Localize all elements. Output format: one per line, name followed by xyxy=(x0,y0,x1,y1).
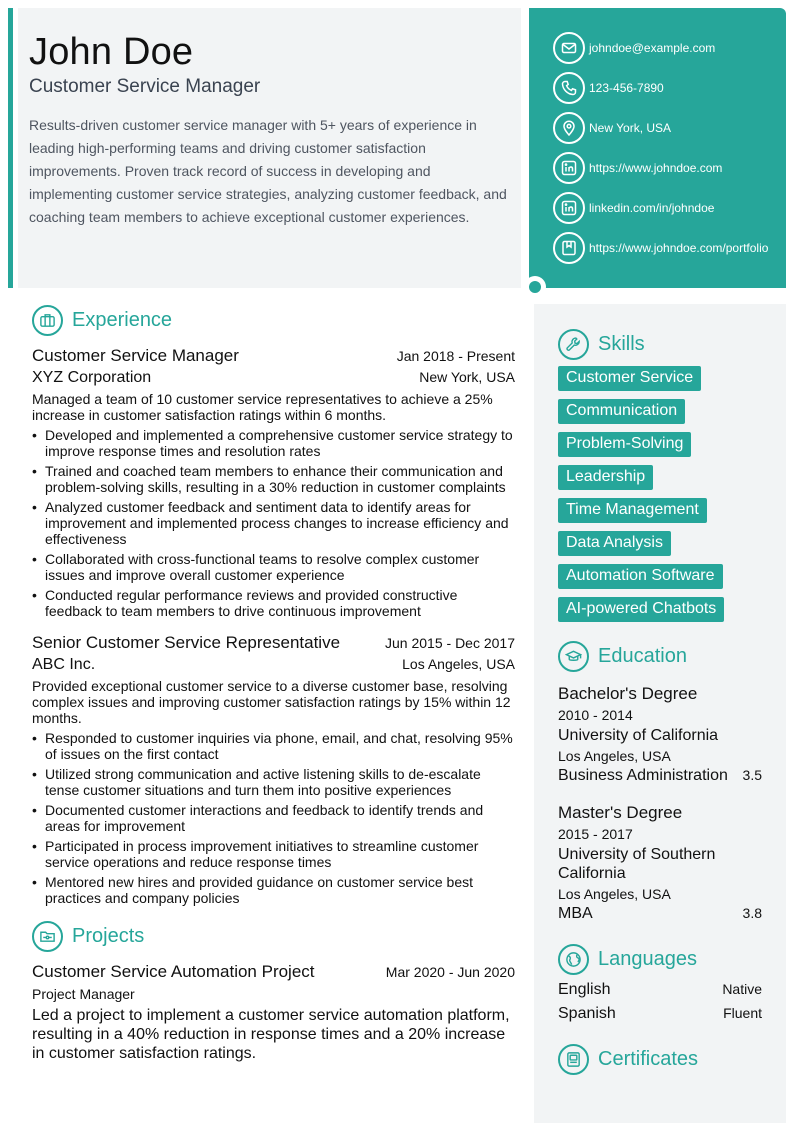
edu-years: 2015 - 2017 xyxy=(558,826,633,842)
language-list xyxy=(558,981,762,1023)
skill-tag: Customer Service xyxy=(558,366,701,391)
edu-school: University of California xyxy=(558,727,719,744)
edu-gpa: 3.8 xyxy=(742,905,762,921)
skill-tag: Problem-Solving xyxy=(558,432,691,457)
bullet-item: • Mentored new hires and provided guidance on customer service best practices and company policies xyxy=(32,874,515,906)
bullet-item: • Collaborated with cross-functional teams to resolve complex customer issues and improve overall customer experience xyxy=(32,551,515,583)
edu-degree: Bachelor's Degree xyxy=(558,684,698,703)
summary: Results-driven customer service manager with 5+ years of experience in leading high-performing teams and driving customer satisfaction improvements. Proven track record of success in developing and implementing customer service strategies, analyzing customer feedback, and coaching team members to achieve exceptional customer experiences. xyxy=(29,117,507,225)
education-heading xyxy=(558,640,762,672)
bullet-item: • Developed and implemented a comprehensive customer service strategy to improve response times and resolution rates xyxy=(32,427,515,459)
projects-title: Projects xyxy=(72,924,145,947)
skill-tag: Leadership xyxy=(558,465,653,490)
contact-linkedin-text: linkedin.com/in/johndoe xyxy=(589,201,715,215)
edu-location: Los Angeles, USA xyxy=(558,748,671,764)
job-entry xyxy=(32,633,515,906)
bullet-item: • Trained and coached team members to enhance their communication and problem-solving skills, resulting in a 30% reduction in customer complaints xyxy=(32,463,515,495)
language-item xyxy=(558,1005,762,1023)
languages-title: Languages xyxy=(598,947,697,970)
job-bullets xyxy=(32,730,515,906)
contact-phone[interactable] xyxy=(553,72,786,104)
skills-title: Skills xyxy=(598,332,645,355)
project-dates: Mar 2020 - Jun 2020 xyxy=(385,964,515,980)
job-bullets xyxy=(32,427,515,619)
bullet-item: • Analyzed customer feedback and sentiment data to identify areas for improvement and implemented process changes to increase efficiency and effectiveness xyxy=(32,499,515,547)
bullet-item: • Conducted regular performance reviews and provided constructive feedback to team members to drive continuous improvement xyxy=(32,587,515,619)
experience-heading xyxy=(32,304,515,336)
project-role: Project Manager xyxy=(32,986,135,1002)
email-icon xyxy=(553,32,585,64)
linkedin-icon xyxy=(553,152,585,184)
edu-gpa: 3.5 xyxy=(742,767,762,783)
contact-portfolio-text: https://www.johndoe.com/portfolio xyxy=(589,241,769,255)
skill-tag: Communication xyxy=(558,399,685,424)
bullet-item: • Responded to customer inquiries via phone, email, and chat, resolving 95% of issues on the first contact xyxy=(32,730,515,762)
language-name: Spanish xyxy=(558,1005,616,1022)
full-name: John Doe xyxy=(29,31,194,73)
timeline-dot xyxy=(529,281,541,293)
edu-school: University of Southern California xyxy=(558,846,716,882)
job-company: ABC Inc. xyxy=(32,656,96,673)
contact-phone-text: 123-456-7890 xyxy=(589,81,664,95)
sidebar xyxy=(534,304,786,1123)
bullet-item: • Documented customer interactions and feedback to identify trends and areas for improvement xyxy=(32,802,515,834)
job-location: New York, USA xyxy=(419,369,515,385)
projects-heading xyxy=(32,920,515,952)
contact-email[interactable] xyxy=(553,32,786,64)
main-column xyxy=(32,304,515,1063)
language-level: Native xyxy=(722,981,762,997)
job-company: XYZ Corporation xyxy=(32,369,152,386)
bullet-item: • Participated in process improvement initiatives to streamline customer service operations and reduce response times xyxy=(32,838,515,870)
project-description: Led a project to implement a customer service automation platform, resulting in a 40% reduction in response times and a 20% increase in customer satisfaction ratings. xyxy=(32,1007,510,1062)
contact-website-text: https://www.johndoe.com xyxy=(589,161,723,175)
skill-tags xyxy=(558,366,762,622)
edu-degree: Master's Degree xyxy=(558,803,683,822)
accent-bar xyxy=(8,8,13,288)
globe-icon xyxy=(558,944,589,975)
skill-tag: Automation Software xyxy=(558,564,723,589)
certificate-icon xyxy=(558,1044,589,1075)
skill-tag: Data Analysis xyxy=(558,531,671,556)
job-description: Managed a team of 10 customer service representatives to achieve a 25% increase in customer satisfaction ratings within 6 months. xyxy=(32,391,493,423)
skills-heading xyxy=(558,328,762,360)
edu-field: MBA xyxy=(558,905,593,922)
project-entry xyxy=(32,962,515,1063)
job-title: Customer Service Manager xyxy=(29,76,261,97)
language-level: Fluent xyxy=(723,1005,762,1021)
job-dates: Jan 2018 - Present xyxy=(396,348,515,364)
job-role: Senior Customer Service Representative xyxy=(32,633,341,652)
location-icon xyxy=(553,112,585,144)
certificates-title: Certificates xyxy=(598,1047,699,1070)
project-name: Customer Service Automation Project xyxy=(32,962,315,981)
linkedin-icon xyxy=(553,192,585,224)
folder-icon xyxy=(32,921,63,952)
job-entry xyxy=(32,346,515,619)
skill-tag: Time Management xyxy=(558,498,707,523)
graduation-cap-icon xyxy=(558,641,589,672)
contact-linkedin[interactable] xyxy=(553,192,786,224)
contact-panel xyxy=(529,8,786,288)
portfolio-icon xyxy=(553,232,585,264)
header xyxy=(18,8,521,288)
contact-location xyxy=(553,112,786,144)
contact-location-text: New York, USA xyxy=(589,121,672,135)
briefcase-icon xyxy=(32,305,63,336)
education-entry xyxy=(558,684,762,785)
job-dates: Jun 2015 - Dec 2017 xyxy=(385,635,515,651)
contact-email-text: johndoe@example.com xyxy=(589,41,716,55)
edu-years: 2010 - 2014 xyxy=(558,707,633,723)
contact-portfolio[interactable] xyxy=(553,232,786,264)
language-item xyxy=(558,981,762,999)
skill-tag: AI-powered Chatbots xyxy=(558,597,724,622)
bullet-item: • Utilized strong communication and active listening skills to de-escalate tense customer situations and turn them into positive experiences xyxy=(32,766,515,798)
languages-heading xyxy=(558,943,762,975)
phone-icon xyxy=(553,72,585,104)
job-description: Provided exceptional customer service to a diverse customer base, resolving complex issues and improving customer satisfaction ratings by 15% within 12 months. xyxy=(32,678,511,726)
education-entry xyxy=(558,803,762,923)
edu-location: Los Angeles, USA xyxy=(558,886,671,902)
contact-website[interactable] xyxy=(553,152,786,184)
job-role: Customer Service Manager xyxy=(32,346,239,365)
wrench-icon xyxy=(558,329,589,360)
certificates-heading xyxy=(558,1043,762,1075)
experience-title: Experience xyxy=(72,308,173,331)
job-location: Los Angeles, USA xyxy=(402,656,515,672)
edu-field: Business Administration xyxy=(558,767,728,784)
education-title: Education xyxy=(598,644,687,667)
language-name: English xyxy=(558,981,611,998)
